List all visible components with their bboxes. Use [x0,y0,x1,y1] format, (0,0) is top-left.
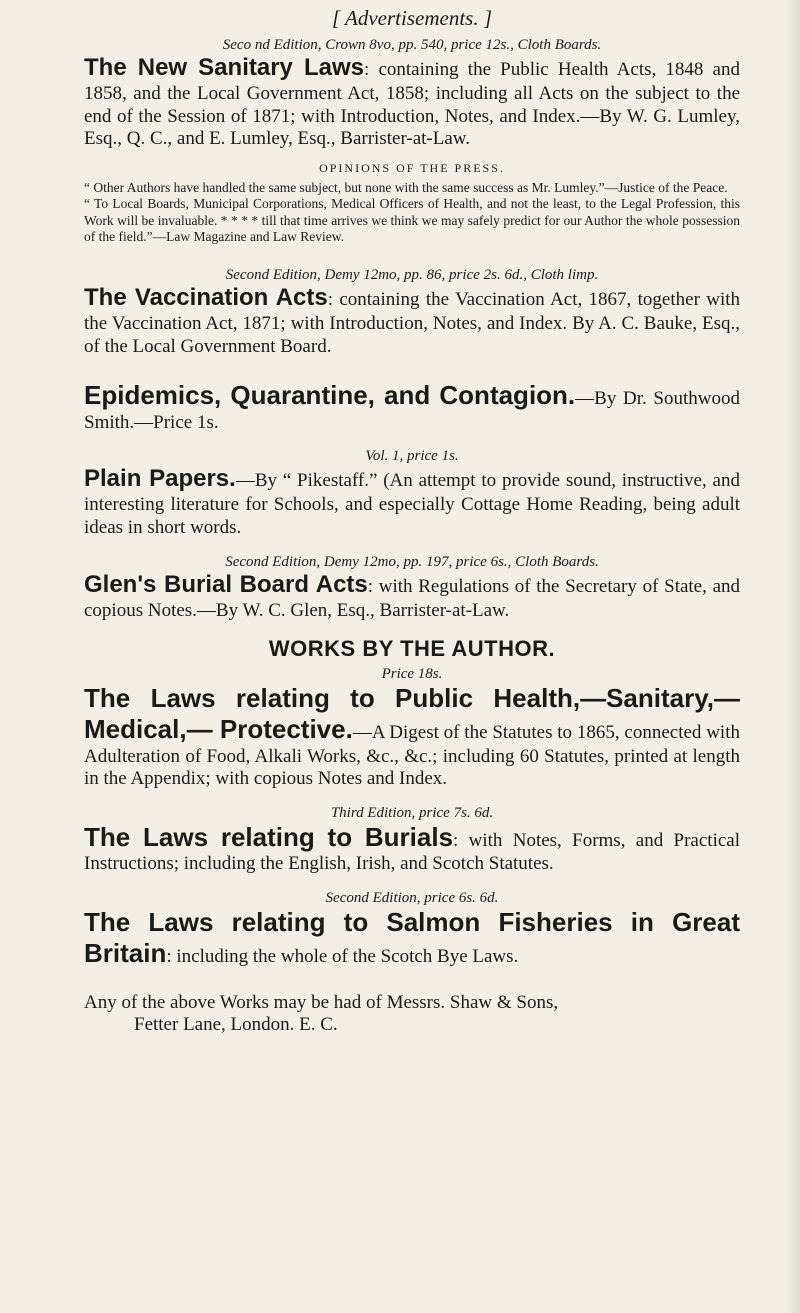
book-description: —By “ Pikestaff.” (An attempt to provide sound, instructive, and interesting literature for Schools, and especially Cottage Home Reading, being adult ideas in short words. [84,470,740,538]
press-opinion: “ Other Authors have handled the same subject, but none with the same success as Mr. Lumley.”—Justice of the Peace. [84,180,728,196]
page-edge [786,0,800,1313]
book-description: : containing the Vaccination Act, 1867, together with the Vaccination Act, 1871; with Introduction, Notes, and Index. By A. C. Bauke, Esq., of the Local Government Board. [84,288,741,357]
book-title: The Laws relating to Salmon Fisheries in Great Britain [84,907,740,969]
ad-salmon-fisheries [84,890,740,969]
edition-line: Second Edition, price 6s. 6d. [325,890,499,907]
publisher-address: Fetter Lane, London. E. C. [134,1014,338,1036]
book-description: : containing the Public Health Acts, 1848 and 1858, and the Local Government Act, 1858; including all Acts on the subject to the end of the Session of 1871; with Introduction, Notes, and Index.—By W. G. Lumley, Esq., Q. C., and E. Lumley, Esq., Barrister-at-Law. [84,59,740,150]
book-title: Epidemics, Quarantine, and Contagion. [84,380,576,411]
book-description: : including the whole of the Scotch Bye Laws. [166,946,519,968]
page-header: [ Advertisements. ] [331,6,492,30]
ad-new-sanitary-laws [84,37,740,245]
book-description: —By Dr. Southwood Smith.—Price 1s. [84,388,740,433]
edition-line: Vol. 1, price 1s. [365,448,459,465]
press-opinion: “ To Local Boards, Municipal Corporations, Medical Officers of Health, and not the least, to the Legal Profession, this Work will be invaluable. * * * * till that time arrives we think we may safely predict for our Author the whole possession of the field.”—Law Magazine and Law Review. [84,196,740,244]
publisher-note [84,992,740,1038]
book-description: : with Regulations of the Secretary of State, and copious Notes.—By W. C. Glen, Esq., Barrister-at-Law. [84,575,741,621]
edition-line: Seco nd Edition, Crown 8vo, pp. 540, price 12s., Cloth Boards. [222,37,602,53]
book-title: The Laws relating to Public Health,—Sanitary,—Medical,— Protective. [84,683,740,745]
edition-line: Second Edition, Demy 12mo, pp. 86, price 2s. 6d., Cloth limp. [225,266,599,283]
ad-burial-laws [84,805,740,876]
opinions-block [84,180,740,245]
ad-epidemics [84,380,740,434]
ad-public-health-laws [84,666,740,791]
book-title: The Vaccination Acts [84,283,328,311]
ad-burial-board-acts [84,554,740,623]
edition-line: Second Edition, Demy 12mo, pp. 197, price 6s., Cloth Boards. [225,553,599,570]
book-title: The Laws relating to Burials [84,822,454,853]
ad-plain-papers [84,448,740,539]
book-title: The New Sanitary Laws [84,54,364,81]
book-title: Glen's Burial Board Acts [84,570,368,598]
book-description: : with Notes, Forms, and Practical Instructions; including the English, Irish, and Scotch Statutes. [84,830,740,875]
edition-line: Price 18s. [381,666,443,683]
edition-line: Third Edition, price 7s. 6d. [330,805,494,822]
opinions-heading: OPINIONS OF THE PRESS. [319,161,505,176]
book-description: —A Digest of the Statutes to 1865, connected with Adulteration of Food, Alkali Works, &c., &c.; including 60 Statutes, printed at length in the Appendix; with copious Notes and Index. [84,722,740,790]
book-title: Plain Papers. [84,465,236,493]
publisher-line: Any of the above Works may be had of Messrs. Shaw & Sons, [84,991,559,1013]
section-heading: WORKS BY THE AUTHOR. [268,636,556,662]
ad-vaccination-acts [84,267,740,358]
